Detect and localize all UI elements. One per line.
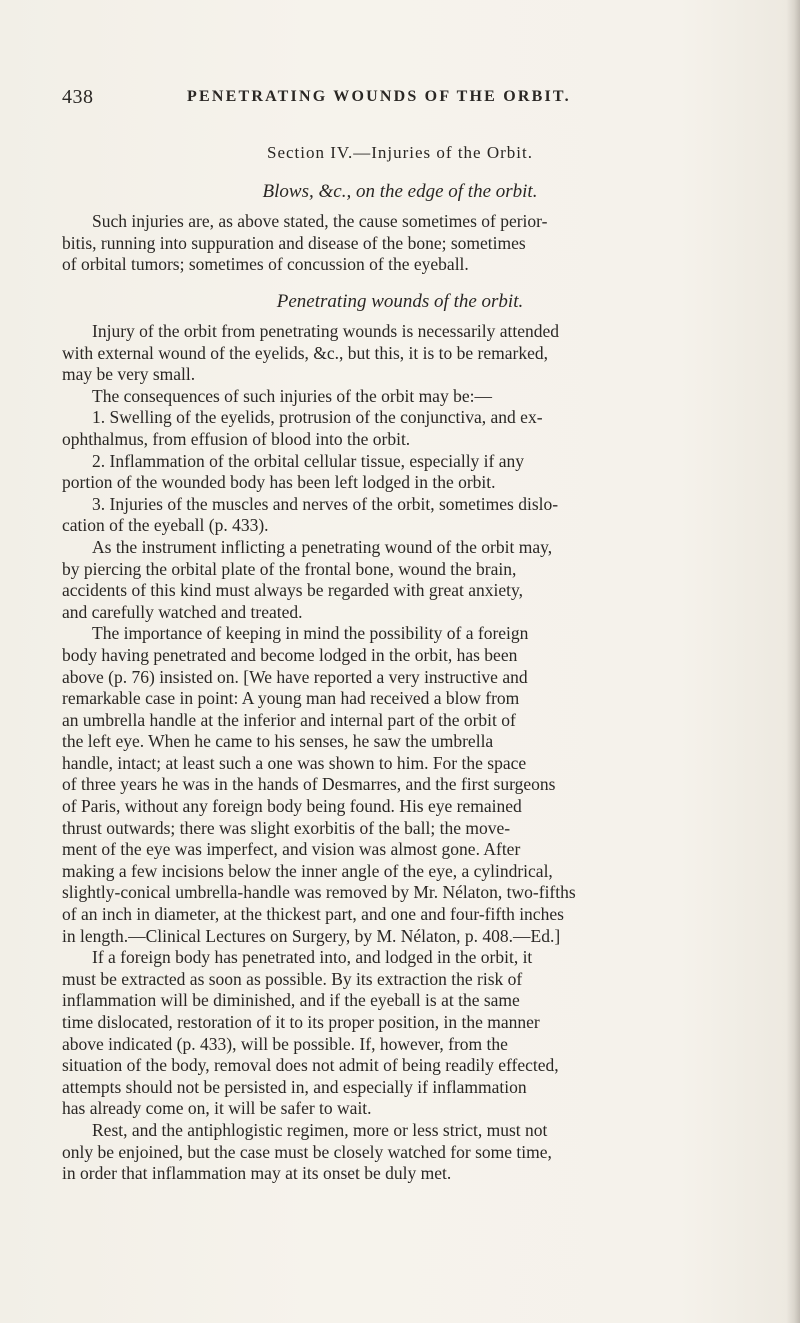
text-line: remarkable case in point: A young man had received a blow from	[62, 688, 520, 709]
text-line: slightly-conical umbrella-handle was removed by Mr. Nélaton, two-fifths	[62, 882, 576, 903]
text-line: of an inch in diameter, at the thickest part, and one and four-fifth inches	[62, 904, 564, 925]
paragraph-blows	[62, 211, 762, 276]
text-line: The importance of keeping in mind the possibility of a foreign	[92, 623, 529, 644]
text-line: of Paris, without any foreign body being found. His eye remained	[62, 796, 522, 817]
text-line: cation of the eyeball (p. 433).	[62, 515, 269, 536]
text-line: ophthalmus, from effusion of blood into the orbit.	[62, 428, 411, 449]
text-line: by piercing the orbital plate of the frontal bone, wound the brain,	[62, 558, 517, 579]
text-line: with external wound of the eyelids, &c., but this, it is to be remarked,	[62, 342, 549, 363]
text-line: handle, intact; at least such a one was shown to him. For the space	[62, 752, 527, 773]
text-line: making a few incisions below the inner angle of the eye, a cylindrical,	[62, 860, 553, 881]
text-line: of three years he was in the hands of Desmarres, and the first surgeons	[62, 774, 556, 795]
text-line: in order that inflammation may at its onset be duly met.	[62, 1163, 452, 1184]
text-line: bitis, running into suppuration and disease of the bone; sometimes	[62, 232, 526, 253]
text-line: has already come on, it will be safer to wait.	[62, 1098, 372, 1119]
text-line: and carefully watched and treated.	[62, 601, 303, 622]
subheading-penetrating: Penetrating wounds of the orbit.	[276, 291, 524, 312]
paragraph-penetrating	[62, 321, 762, 1185]
text-line: in length.—Clinical Lectures on Surgery, by M. Nélaton, p. 408.—Ed.]	[62, 925, 561, 946]
subheading-blows: Blows, &c., on the edge of the orbit.	[262, 181, 538, 202]
text-line: If a foreign body has penetrated into, and lodged in the orbit, it	[92, 947, 533, 968]
text-line: inflammation will be diminished, and if the eyeball is at the same	[62, 990, 520, 1011]
text-line: must be extracted as soon as possible. By its extraction the risk of	[62, 968, 523, 989]
text-line: only be enjoined, but the case must be closely watched for some time,	[62, 1141, 552, 1162]
text-line: an umbrella handle at the inferior and internal part of the orbit of	[62, 709, 516, 730]
text-line: Such injuries are, as above stated, the cause sometimes of perior-	[92, 211, 548, 231]
text-line: attempts should not be persisted in, and especially if inflammation	[62, 1076, 527, 1097]
text-line: Rest, and the antiphlogistic regimen, more or less strict, must not	[92, 1119, 548, 1140]
text-line: the left eye. When he came to his senses, he saw the umbrella	[62, 731, 494, 752]
section-title: Section IV.—Injuries of the Orbit.	[267, 143, 533, 162]
text-line: 2. Inflammation of the orbital cellular tissue, especially if any	[92, 450, 525, 471]
text-line: As the instrument inflicting a penetrating wound of the orbit may,	[92, 536, 553, 557]
page-header	[62, 86, 762, 110]
text-line: thrust outwards; there was slight exorbitis of the ball; the move-	[62, 817, 511, 838]
text-line: body having penetrated and become lodged in the orbit, has been	[62, 644, 518, 665]
text-line: The consequences of such injuries of the orbit may be:—	[92, 385, 492, 406]
text-line: portion of the wounded body has been left lodged in the orbit.	[62, 472, 496, 493]
text-line: may be very small.	[62, 364, 196, 385]
text-line: ment of the eye was imperfect, and vision was almost gone. After	[62, 839, 521, 860]
text-line: 3. Injuries of the muscles and nerves of the orbit, sometimes dislo-	[92, 493, 559, 514]
running-head: PENETRATING WOUNDS OF THE ORBIT.	[187, 88, 571, 105]
page-number: 438	[62, 86, 94, 108]
text-line: accidents of this kind must always be regarded with great anxiety,	[62, 580, 524, 601]
text-line: above indicated (p. 433), will be possible. If, however, from the	[62, 1033, 508, 1054]
text-line: time dislocated, restoration of it to its proper position, in the manner	[62, 1012, 540, 1032]
text-line: Injury of the orbit from penetrating wounds is necessarily attended	[92, 321, 560, 341]
text-line: situation of the body, removal does not admit of being readily effected,	[62, 1055, 559, 1076]
text-line: above (p. 76) insisted on. [We have reported a very instructive and	[62, 666, 528, 687]
text-line: 1. Swelling of the eyelids, protrusion of the conjunctiva, and ex-	[92, 407, 543, 428]
text-line: of orbital tumors; sometimes of concussion of the eyeball.	[62, 254, 469, 275]
